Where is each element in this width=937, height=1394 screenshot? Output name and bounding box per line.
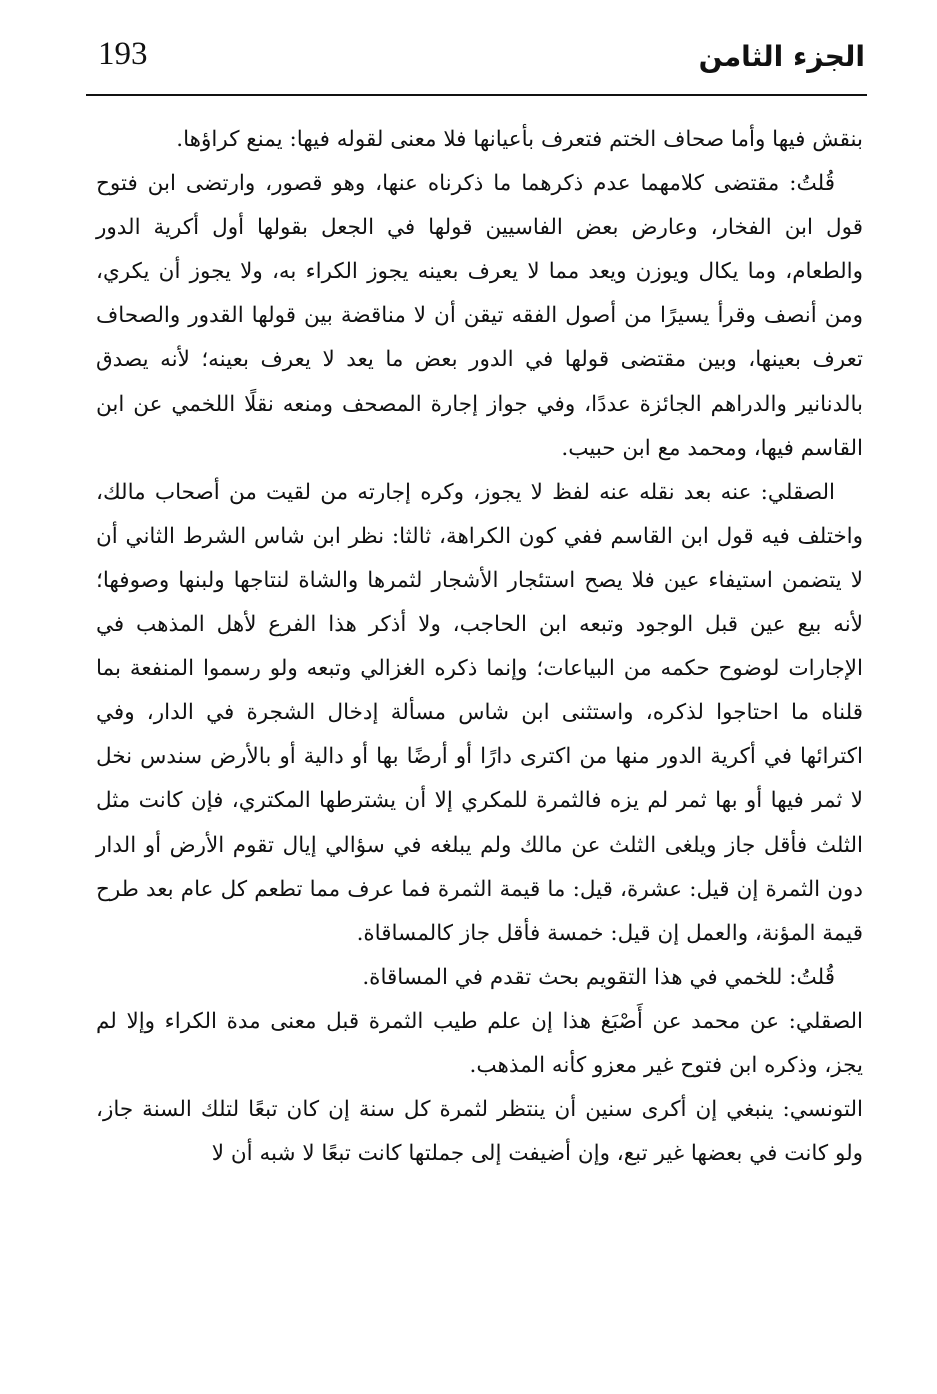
paragraph: التونسي: ينبغي إن أكرى سنين أن ينتظر لثمرة كل سنة إن كان تبعًا لتلك السنة جاز، ولو كانت في بعضها غير تبع، وإن أضيفت إلى جملتها كانت تبعًا لا شبه أن لا — [96, 1097, 863, 1167]
page-body — [96, 118, 863, 1176]
header-rule — [86, 94, 867, 96]
page-header — [70, 30, 867, 90]
running-title: الجزء الثامن — [698, 40, 865, 73]
paragraph: بنقش فيها وأما صحاف الختم فتعرف بأعيانها فلا معنى لقوله فيها: يمنع كراؤها. — [176, 127, 863, 152]
paragraph: قُلتُ: للخمي في هذا التقويم بحث تقدم في المساقاة. — [362, 964, 835, 990]
page-number: 193 — [98, 36, 148, 72]
paragraph: الصقلي: عن محمد عن أَصْبَغ هذا إن علم طيب الثمرة قبل معنى مدة الكراء وإلا لم يجز، وذكره ابن فتوح غير معزو كأنه المذهب. — [96, 1008, 863, 1078]
paragraph: قُلتُ: مقتضى كلامهما عدم ذكرهما ما ذكرناه عنها، وهو قصور، وارتضى ابن فتوح قول ابن الفخار، وعارض بعض الفاسيين قولها في الجعل بقولها أول أكرية الدور والطعام، وما يكال ويوزن ويعد مما لا يعرف بعينه يجوز الكراء به، ولا يجوز أن يكري، ومن أنصف وقرأ يسيرًا من أصول الفقه تيقن أن لا مناقضة بين قولها القدور والصحاف تعرف بعينها، وبين مقتضى قولها في الدور بعض ما يعد لا يعرف بعينه؛ لأنه يصدق بالدنانير والدراهم الجائزة عددًا، وفي جواز إجارة المصحف ومنعه نقلًا اللخمي عن ابن القاسم فيها، ومحمد مع ابن حبيب. — [96, 171, 863, 461]
paragraph: الصقلي: عنه بعد نقله عنه لفظ لا يجوز، وكره إجارته من لقيت من أصحاب مالك، واختلف فيه قول ابن القاسم ففي كون الكراهة، ثالثا: نظر ابن شاس الشرط الثاني أن لا يتضمن استيفاء عين فلا يصح استئجار الأشجار لثمرها والشاة لنتاجها ولبنها وصوفها؛ لأنه بيع عين قبل الوجود وتبعه ابن الحاجب، ولا أذكر هذا الفرع لأهل المذهب في الإجارات لوضوح حكمه من البياعات؛ وإنما ذكره الغزالي وتبعه ولو رسموا المنفعة بما قلناه ما احتاجوا لذكره، واستثنى ابن شاس مسألة إدخال الشجرة في الدار، وفي اكترائها في أكرية الدور منها من اكترى دارًا أو أرضًا بها أو دالية أو بالأرض سندس نخل لا ثمر فيها أو بها ثمر لم يزه فالثمرة للمكري إلا أن يشترطها المكتري، فإن كانت مثل الثلث فأقل جاز ويلغى الثلث عن مالك ولم يبلغه في سؤالي إيال تقوم الأرض أو الدار دون الثمرة إن قيل: عشرة، قيل: ما قيمة الثمرة فما عرف مما تطعم كل عام بعد طرح قيمة المؤنة، والعمل إن قيل: خمسة فأقل جاز كالمساقاة. — [96, 479, 863, 946]
